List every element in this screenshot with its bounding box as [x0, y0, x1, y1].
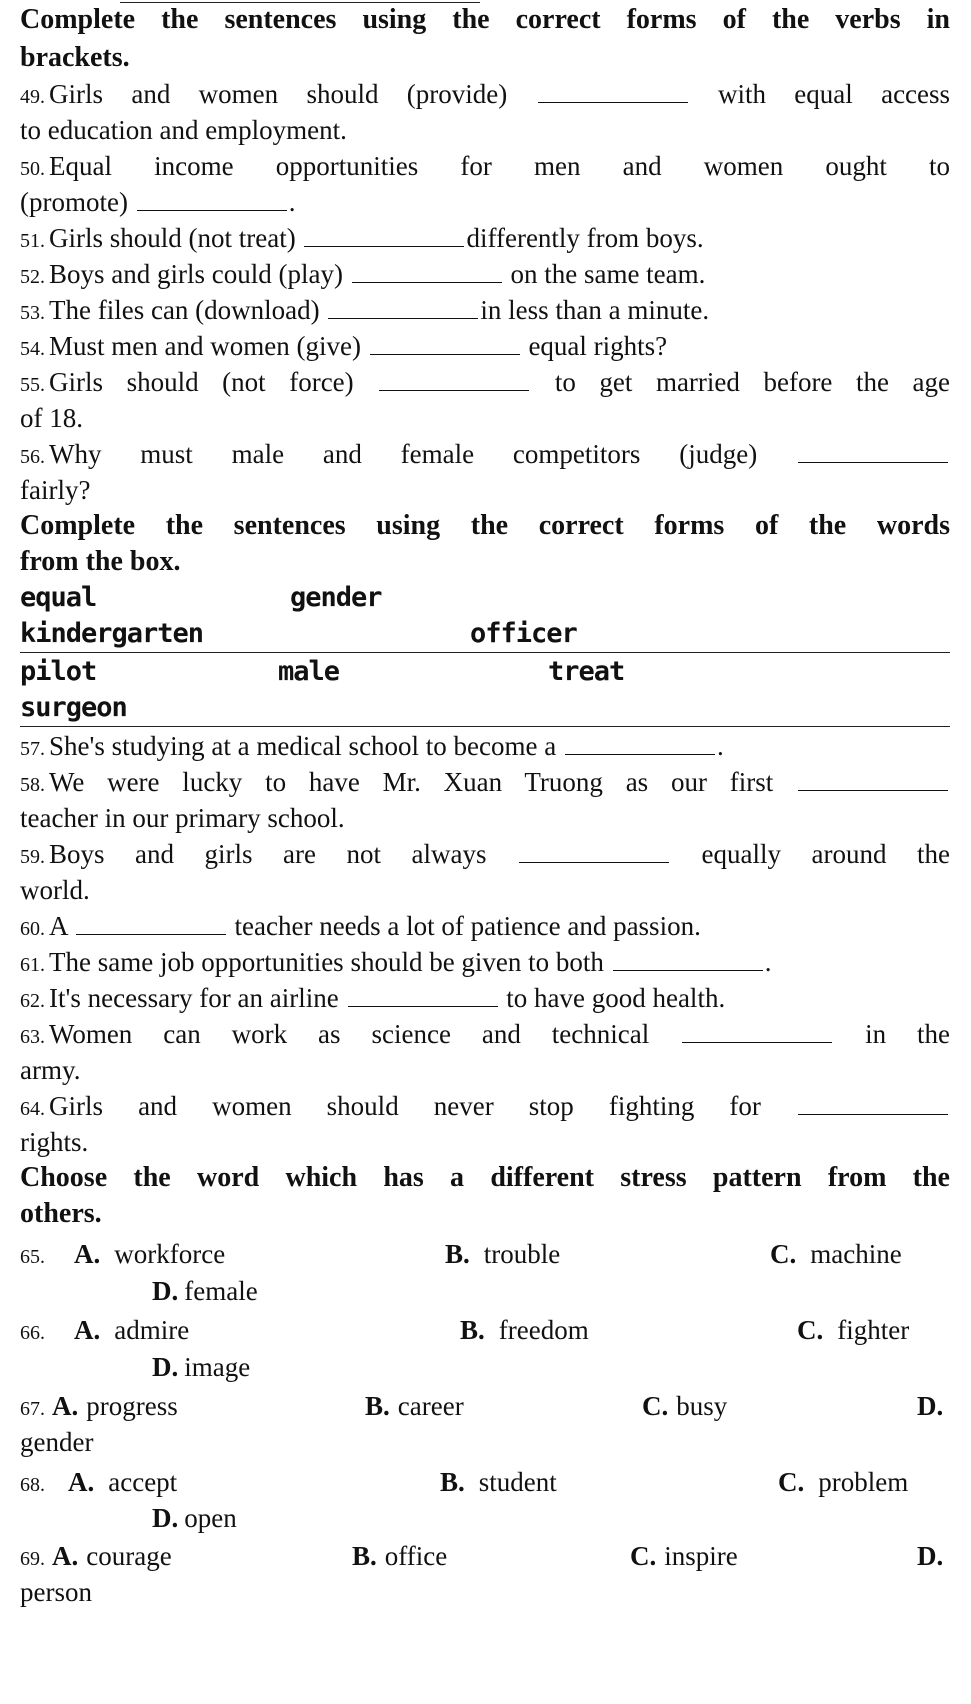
q49-blank[interactable] [538, 80, 688, 103]
q62-text: It's necessary for an airline [49, 983, 339, 1013]
q69-option-a[interactable]: A. courage [52, 1541, 172, 1571]
q50-number: 50. [20, 158, 45, 180]
q66-option-b[interactable]: B. freedom [460, 1315, 589, 1345]
q52-number: 52. [20, 266, 45, 288]
q56-blank[interactable] [798, 440, 948, 463]
section1-heading-line2: brackets. [20, 42, 130, 73]
q53-number: 53. [20, 302, 45, 324]
q60 [20, 908, 950, 947]
q54 [20, 328, 950, 367]
q64-blank[interactable] [798, 1092, 948, 1115]
section2-heading-line2: from the box. [20, 546, 181, 577]
q60-text-after: teacher needs a lot of patience and passion. [234, 911, 701, 941]
q59-blank[interactable] [519, 840, 669, 863]
q63-text-after: in the [865, 1019, 951, 1049]
q55-blank[interactable] [379, 368, 529, 391]
q54-text-after: equal rights? [528, 331, 668, 361]
q51-text-after: differently from boys. [466, 223, 704, 253]
section3-heading-line1: Choose the word which has a different stress pattern from the [20, 1162, 950, 1193]
q51-blank[interactable] [304, 224, 464, 247]
q64-text: Girls and women should never stop fighting for [49, 1091, 761, 1121]
q56-line2: fairly? [20, 475, 91, 505]
q66-number: 66. [20, 1322, 45, 1344]
q59-line1 [20, 836, 950, 875]
q52-text-after: on the same team. [510, 259, 706, 289]
word-treat: treat [548, 656, 625, 687]
q62-blank[interactable] [348, 984, 498, 1007]
q61 [20, 944, 950, 983]
word-surgeon: surgeon [20, 692, 127, 723]
q62-number: 62. [20, 990, 45, 1012]
q61-number: 61. [20, 954, 45, 976]
q63-text: Women can work as science and technical [49, 1019, 650, 1049]
q58-line2: teacher in our primary school. [20, 803, 345, 833]
q50-text: Equal income opportunities for men and women ought to [49, 151, 950, 181]
word-pilot: pilot [20, 656, 97, 687]
q54-blank[interactable] [370, 332, 520, 355]
q49-line2: to education and employment. [20, 115, 347, 145]
section1-heading-line1: Complete the sentences using the correct forms of the verbs in [20, 4, 950, 35]
q55-number: 55. [20, 374, 45, 396]
q67-option-b[interactable]: B. career [365, 1391, 464, 1421]
q51-text: Girls should (not treat) [49, 223, 296, 253]
q65-option-a[interactable]: A. workforce [74, 1239, 226, 1269]
q52 [20, 256, 950, 295]
q50-line1 [20, 148, 950, 187]
q65-option-d[interactable]: D. female [152, 1276, 258, 1306]
q57-blank[interactable] [565, 732, 715, 755]
q59-line2: world. [20, 875, 90, 905]
q68-option-b[interactable]: B. student [440, 1467, 557, 1497]
q58-number: 58. [20, 774, 45, 796]
q68-option-a[interactable]: A. accept [68, 1467, 178, 1497]
q54-text: Must men and women (give) [49, 331, 361, 361]
q56-line1 [20, 436, 950, 475]
q69-option-c[interactable]: C. inspire [630, 1541, 738, 1571]
q61-text: The same job opportunities should be given to both [49, 947, 604, 977]
q68-number: 68. [20, 1474, 45, 1496]
q67-option-a[interactable]: A. progress [52, 1391, 178, 1421]
q54-number: 54. [20, 338, 45, 360]
q67-option-d-letter[interactable]: D. [917, 1391, 944, 1421]
q60-text: A [49, 911, 68, 941]
section3-heading-line2: others. [20, 1198, 102, 1229]
q51 [20, 220, 950, 259]
q68-option-c[interactable]: C. problem [778, 1467, 909, 1497]
q53-text: The files can (download) [49, 295, 320, 325]
q50-blank[interactable] [137, 188, 287, 211]
q65-number: 65. [20, 1246, 45, 1268]
q53-blank[interactable] [328, 296, 478, 319]
q51-number: 51. [20, 230, 45, 252]
q61-blank[interactable] [613, 948, 763, 971]
q57-period: . [717, 731, 724, 761]
q60-number: 60. [20, 918, 45, 940]
q67-option-c[interactable]: C. busy [642, 1391, 728, 1421]
q58-blank[interactable] [798, 768, 948, 791]
q64-number: 64. [20, 1098, 45, 1120]
q57 [20, 728, 950, 767]
q57-number: 57. [20, 738, 45, 760]
q53-text-after: in less than a minute. [480, 295, 710, 325]
q65-option-c[interactable]: C. machine [770, 1239, 902, 1269]
q55-line1 [20, 364, 950, 403]
q59-text: Boys and girls are not always [49, 839, 487, 869]
q68-option-d[interactable]: D. open [152, 1503, 237, 1533]
word-box-rule-2 [20, 726, 950, 727]
q56-number: 56. [20, 446, 45, 468]
word-officer: officer [470, 618, 577, 649]
word-male: male [278, 656, 340, 687]
q62-text-after: to have good health. [506, 983, 726, 1013]
word-equal: equal [20, 582, 97, 613]
q69-option-b[interactable]: B. office [352, 1541, 448, 1571]
q62 [20, 980, 950, 1019]
q52-blank[interactable] [352, 260, 502, 283]
q63-number: 63. [20, 1026, 45, 1048]
q56-text: Why must male and female competitors (judge) [49, 439, 758, 469]
section2-heading-line1: Complete the sentences using the correct forms of the words [20, 510, 950, 541]
q49-text: Girls and women should (provide) [49, 79, 508, 109]
q55-line2: of 18. [20, 403, 83, 433]
q58-line1 [20, 764, 950, 803]
q61-period: . [764, 947, 772, 977]
q59-text-after: equally around the [701, 839, 951, 869]
q64-line2: rights. [20, 1127, 89, 1157]
q49-text-after: with equal access [717, 79, 951, 109]
q63-line2: army. [20, 1055, 81, 1085]
q69-option-d-letter[interactable]: D. [917, 1541, 944, 1571]
q66-option-a[interactable]: A. admire [74, 1315, 190, 1345]
q59-number: 59. [20, 846, 45, 868]
word-kindergarten: kindergarten [20, 618, 204, 649]
q63-line1 [20, 1016, 950, 1055]
q49-line1 [20, 76, 950, 115]
q53 [20, 292, 950, 331]
q55-text: Girls should (not force) [49, 367, 354, 397]
q63-blank[interactable] [682, 1020, 832, 1043]
q57-text: She's studying at a medical school to become a [49, 731, 557, 761]
q67-number: 67. [20, 1398, 45, 1420]
word-gender: gender [290, 582, 382, 613]
q60-blank[interactable] [76, 912, 226, 935]
word-box-rule-1 [20, 652, 950, 653]
q52-text: Boys and girls could (play) [49, 259, 343, 289]
q49-number: 49. [20, 86, 45, 108]
q69-option-d-text[interactable]: person [20, 1577, 92, 1607]
q66-option-d[interactable]: D. image [152, 1352, 251, 1382]
q64-line1 [20, 1088, 950, 1127]
q50-period: . [288, 187, 296, 217]
q50-text-before: (promote) [20, 187, 128, 217]
q69-number: 69. [20, 1548, 45, 1570]
q67-option-d-text[interactable]: gender [20, 1427, 94, 1457]
q50-line2 [20, 184, 950, 220]
q66-option-c[interactable]: C. fighter [797, 1315, 910, 1345]
q58-text: We were lucky to have Mr. Xuan Truong as our first [49, 767, 774, 797]
q55-text-after: to get married before the age [554, 367, 951, 397]
q65-option-b[interactable]: B. trouble [445, 1239, 561, 1269]
